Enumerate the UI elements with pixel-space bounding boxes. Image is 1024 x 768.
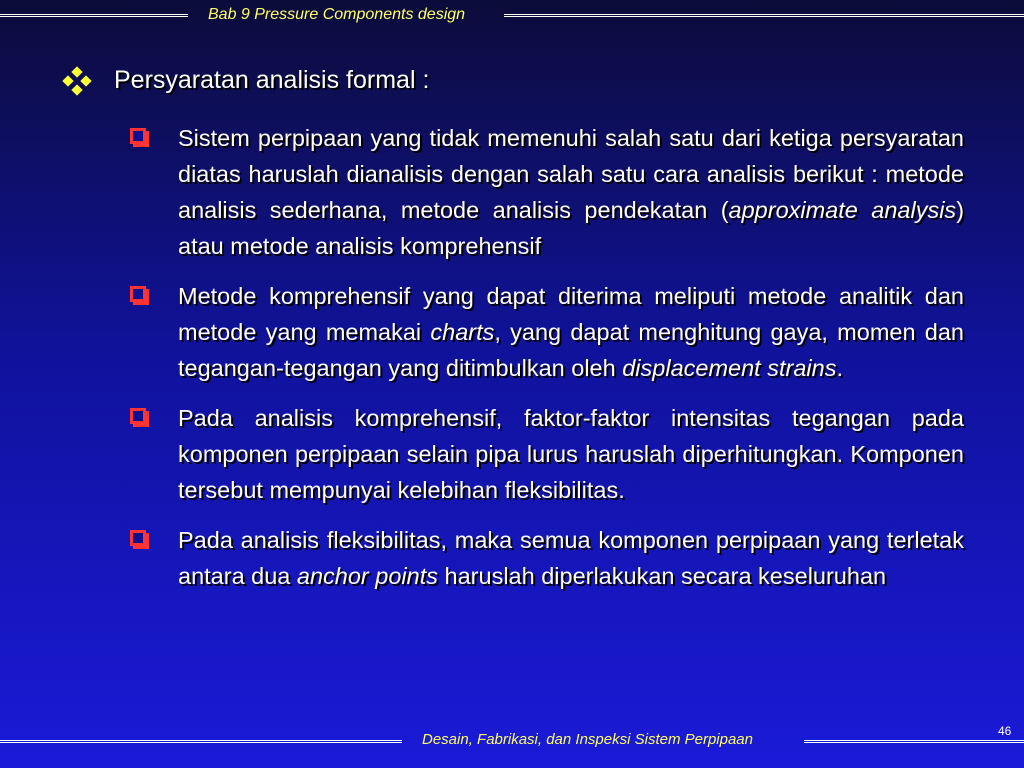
checkbox-bullet-icon bbox=[130, 530, 146, 546]
sub-bullet-item bbox=[126, 522, 964, 594]
header-rule-left bbox=[0, 14, 188, 17]
header-rule-right bbox=[504, 14, 1024, 17]
sub-bullet-text bbox=[178, 120, 964, 264]
text-segment: haruslah diperlakukan secara keseluruhan bbox=[438, 563, 887, 589]
italic-term: approximate analysis bbox=[728, 197, 957, 223]
main-bullet-point bbox=[64, 66, 429, 95]
italic-term: anchor points bbox=[296, 563, 438, 589]
diamond-bullet-icon bbox=[64, 68, 90, 94]
text-segment: Pada analisis fleksibilitas, maka semua komponen perpipaan yang terletak antara dua bbox=[178, 527, 964, 589]
italic-term: charts bbox=[430, 319, 495, 345]
checkbox-bullet-icon bbox=[130, 286, 146, 302]
checkbox-bullet-icon bbox=[130, 128, 146, 144]
text-segment: , yang dapat menghitung gaya, momen dan tegangan-tegangan yang ditimbulkan oleh bbox=[178, 319, 964, 381]
sub-bullet-text bbox=[178, 278, 964, 386]
text-segment: ) atau metode analisis komprehensif bbox=[178, 197, 965, 259]
footer-rule-right bbox=[804, 740, 1024, 743]
page-number: 46 bbox=[998, 724, 1012, 738]
sub-bullet-text bbox=[178, 400, 964, 508]
sub-bullet-item bbox=[126, 400, 964, 508]
slide-header bbox=[0, 0, 1024, 34]
sub-bullet-text bbox=[178, 522, 964, 594]
text-segment: . bbox=[836, 355, 843, 381]
text-segment: Sistem perpipaan yang tidak memenuhi salah satu dari ketiga persyaratan diatas haruslah dianalisis dengan salah satu cara analisis berikut : metode analisis sederhana, metode analisis pendekatan ( bbox=[178, 125, 964, 223]
main-heading: Persyaratan analisis formal : bbox=[114, 66, 430, 94]
text-segment: Metode komprehensif yang dapat diterima meliputi metode analitik dan metode yang memakai bbox=[178, 283, 964, 345]
sub-bullet-item bbox=[126, 278, 964, 386]
footer-rule-left bbox=[0, 740, 402, 743]
checkbox-bullet-icon bbox=[130, 408, 146, 424]
sub-bullet-item bbox=[126, 120, 964, 264]
footer-title: Desain, Fabrikasi, dan Inspeksi Sistem Perpipaan bbox=[422, 731, 753, 748]
header-title: Bab 9 Pressure Components design bbox=[208, 6, 466, 23]
text-segment: Pada analisis komprehensif, faktor-faktor intensitas tegangan pada komponen perpipaan selain pipa lurus haruslah diperhitungkan. Komponen tersebut mempunyai kelebihan fleksibilitas. bbox=[178, 405, 964, 503]
italic-term: displacement strains bbox=[622, 355, 837, 381]
sub-bullet-list bbox=[126, 120, 964, 608]
